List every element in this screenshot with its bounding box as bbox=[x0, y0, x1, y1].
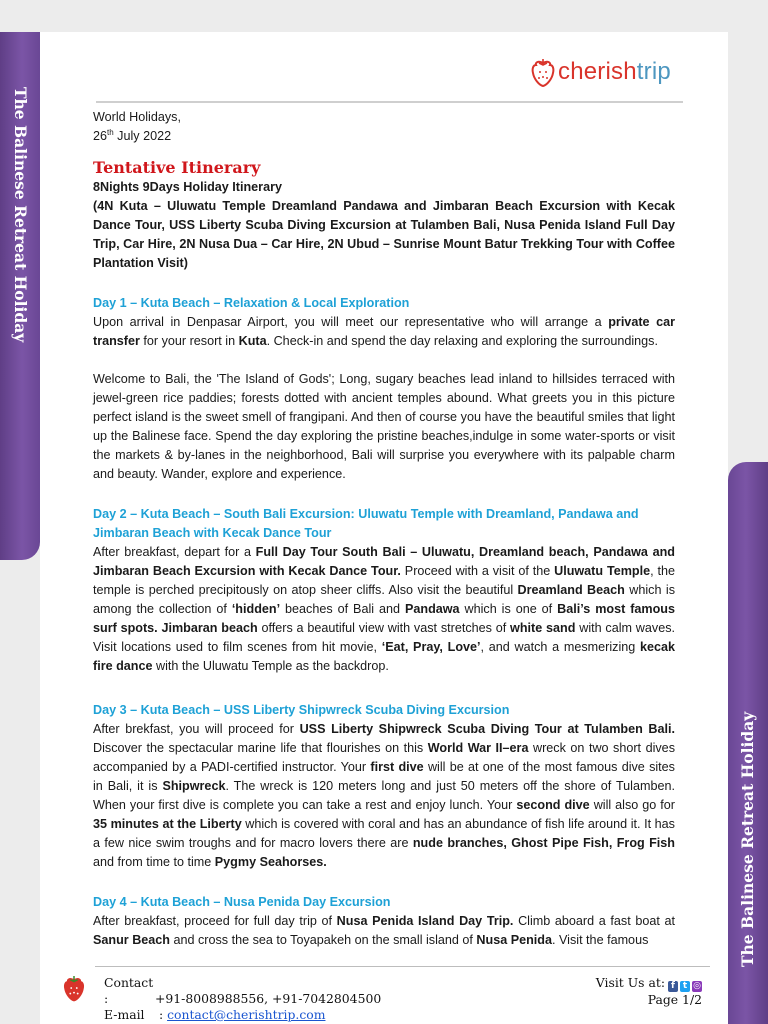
footer-email-line: E-mail : contact@cherishtrip.com bbox=[104, 1007, 326, 1022]
day-3-paragraph: After brekfast, you will proceed for USS Liberty Shipwreck Scuba Diving Tour at Tulamben Bali. Discover the spectacular marine life that flourishes on this World War II–era wreck on two short dives accompanied by a PADI-certified instructor. Your first dive will be at one of the most famous dive sites in Bali, it is Shipwreck. The wreck is 120 meters long and just 50 meters off the shore of Tulamben. When your first dive is complete you can take a rest and enjoy lunch. Your second dive will also go for 35 minutes at the Liberty which is covered with coral and has an abundance of fish life around it. It has a few nice swim troughs and for macro lovers there are nude branches, Ghost Pipe Fish, Frog Fish and from time to time Pygmy Seahorses. bbox=[93, 722, 676, 869]
side-banner-left bbox=[0, 32, 40, 560]
facebook-icon[interactable]: f bbox=[668, 981, 678, 992]
side-banner-right-text: The Balinese Retreat Holiday bbox=[738, 711, 757, 968]
day-4-heading: Day 4 – Kuta Beach – Nusa Penida Day Excursion bbox=[93, 895, 391, 909]
day-4-paragraph: After breakfast, proceed for full day trip of Nusa Penida Island Day Trip. Climb aboard a fast boat at Sanur Beach and cross the sea to Toyapakeh on the small island of Nusa Penida. Visit the famous bbox=[93, 914, 676, 947]
strawberry-logo-icon bbox=[530, 57, 556, 87]
day-2-heading: Day 2 – Kuta Beach – South Bali Excursion: Uluwatu Temple with Dreamland, Pandawa and Jimbaran Beach with Kecak Dance Tour bbox=[93, 507, 639, 540]
footer-right-block bbox=[596, 975, 702, 1008]
page-number: Page 1/2 bbox=[647, 992, 702, 1007]
email-link[interactable]: contact@cherishtrip.com bbox=[167, 1007, 326, 1022]
footer-contact-line: Contact : +91-8008988556, +91-7042804500 bbox=[104, 975, 382, 1006]
footer-contact-block bbox=[104, 975, 381, 1023]
strawberry-logo-icon bbox=[62, 974, 86, 1002]
day-3-heading: Day 3 – Kuta Beach – USS Liberty Shipwreck Scuba Diving Excursion bbox=[93, 703, 510, 717]
phone-numbers[interactable]: +91-8008988556, +91-7042804500 bbox=[155, 991, 382, 1006]
side-banner-left-text: The Balinese Retreat Holiday bbox=[11, 87, 30, 343]
itinerary-summary: (4N Kuta – Uluwatu Temple Dreamland Pandawa and Jimbaran Beach Excursion with Kecak Dance Tour, USS Liberty Scuba Diving Excursion at Tulamben Bali, Nusa Penida Island Full Day Trip, Car Hire, 2N Nusa Dua – Car Hire, 2N Ubud – Sunrise Mount Batur Trekking Tour with Coffee Plantation Visit) bbox=[93, 199, 675, 270]
letter-date: 26th July 2022 bbox=[93, 127, 172, 143]
twitter-icon[interactable]: t bbox=[680, 981, 690, 992]
itinerary-title: Tentative Itinerary bbox=[93, 158, 261, 177]
footer-divider bbox=[95, 966, 710, 967]
itinerary-duration: 8Nights 9Days Holiday Itinerary bbox=[93, 180, 282, 194]
day-2-paragraph: After breakfast, depart for a Full Day Tour South Bali – Uluwatu, Dreamland beach, Pandawa and Jimbaran Beach Excursion with Kecak Dance Tour. Proceed with a visit of the Uluwatu Temple, the temple is perched precipitously on atop sheer cliffs. Also visit the beautiful Dreamland Beach which is among the collection of ‘hidden’ beaches of Bali and Pandawa which is one of Bali’s most famous surf spots. Jimbaran beach offers a beautiful view with vast stretches of white sand with calm waves. Visit locations used to film scenes from hit movie, ‘Eat, Pray, Love’, and watch a mesmerizing kecak fire dance with the Uluwatu Temple as the backdrop. bbox=[93, 545, 676, 673]
social-links bbox=[668, 981, 702, 992]
header-divider bbox=[96, 101, 683, 103]
visit-us-line: Visit Us at: f t ◎ bbox=[595, 975, 701, 991]
logo-wordmark: cherishtrip bbox=[558, 58, 671, 85]
page-footer bbox=[40, 962, 728, 1024]
instagram-icon[interactable]: ◎ bbox=[693, 981, 701, 991]
cherishtrip-logo[interactable] bbox=[530, 52, 671, 92]
recipient-company: World Holidays, bbox=[93, 110, 181, 124]
day-1-paragraph-2: Welcome to Bali, the 'The Island of Gods'; Long, sugary beaches lead inland to hillsides terraced with jewel-green rice paddies; forests dotted with ancient temples abound. What greets you in this picture perfect island is the sweet smell of frangipani. And then of course you have the beautiful smiles that light up the Balinese face. Spend the day exploring the pristine beaches,indulge in some water-sports or visit the markets & by-lanes in the neighborhood, Bali will surprise you everywhere with its palpable charm and beauty. Wander, explore and experience. bbox=[93, 372, 675, 481]
day-1-paragraph-1: Upon arrival in Denpasar Airport, you will meet our representative who will arrange a private car transfer for your resort in Kuta. Check-in and spend the day relaxing and exploring the surroundings. bbox=[93, 315, 675, 348]
itinerary-document bbox=[93, 108, 675, 950]
day-1-heading: Day 1 – Kuta Beach – Relaxation & Local Exploration bbox=[93, 296, 410, 310]
side-banner-right bbox=[728, 462, 768, 1024]
